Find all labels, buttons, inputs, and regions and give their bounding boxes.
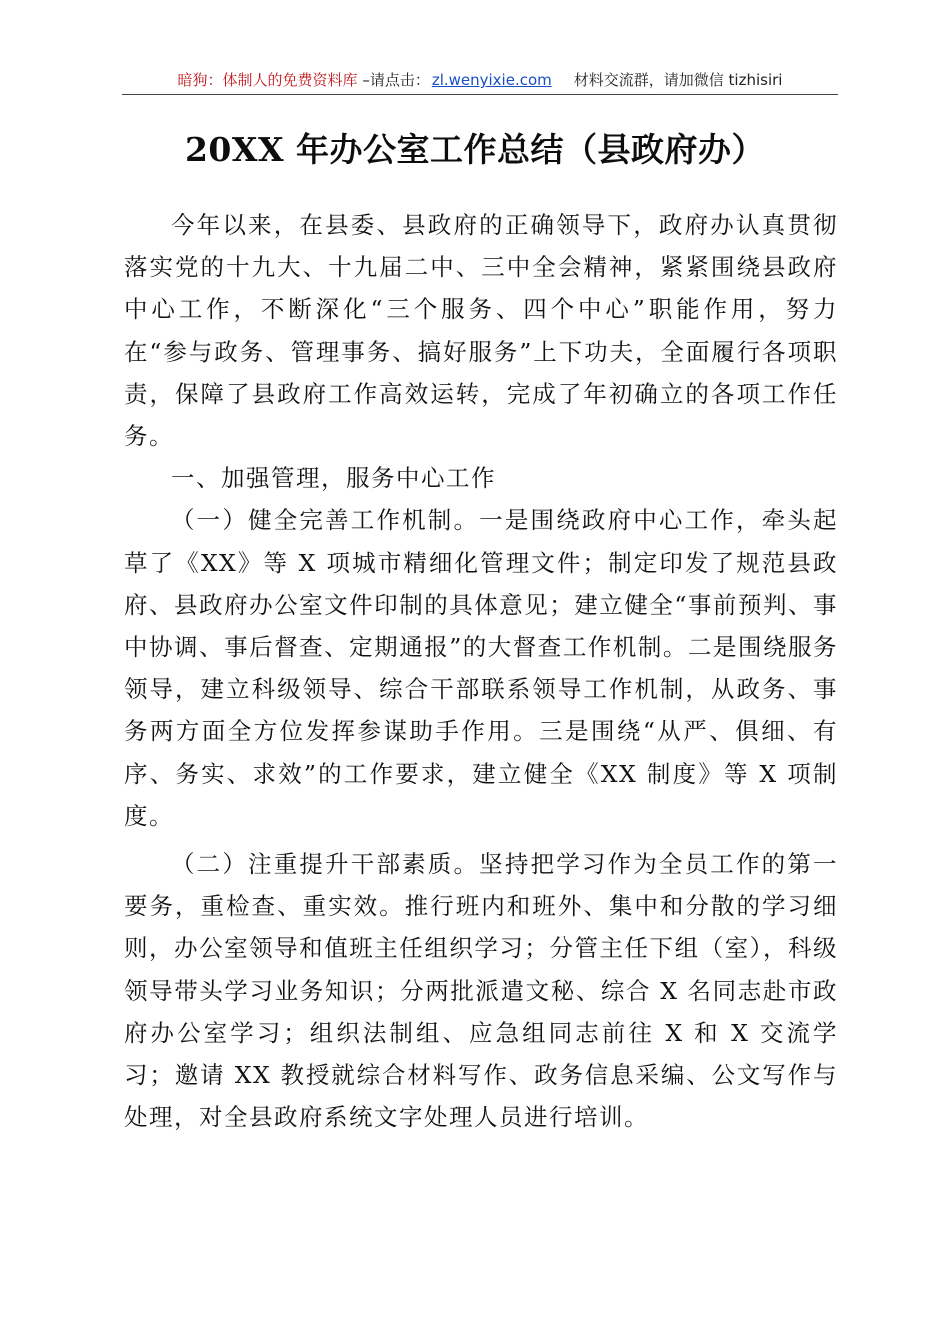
document-body xyxy=(124,204,838,1138)
document-title: 20XX 年办公室工作总结（县政府办） xyxy=(184,130,766,169)
page-header xyxy=(122,70,838,95)
header-click-prompt: –请点击： xyxy=(362,71,430,89)
header-link[interactable]: zl.wenyixie.com xyxy=(431,71,552,89)
paragraph-intro: 今年以来，在县委、县政府的正确领导下，政府办认真贯彻落实党的十九大、十九届二中、三中全会精神，紧紧围绕县政府中心工作，不断深化“三个服务、四个中心”职能作用，努力在“参与政务、管理事务、搞好服务”上下功夫，全面履行各项职责，保障了县政府工作高效运转，完成了年初确立的各项工作任务。 xyxy=(124,211,838,451)
section-heading-1: 一、加强管理，服务中心工作 xyxy=(171,464,496,493)
header-wechat-note: 材料交流群，请加微信 tizhisiri xyxy=(573,71,783,89)
header-site-name: 暗狗：体制人的免费资料库 xyxy=(177,71,363,89)
paragraph-subsection-1: （一）健全完善工作机制。一是围绕政府中心工作，牵头起草了《XX》等 X 项城市精细化管理文件；制定印发了规范县政府、县政府办公室文件印制的具体意见；建立健全“事前预判、事中协调、事后督查、定期通报”的大督查工作机制。二是围绕服务领导，建立科级领导、综合干部联系领导工作机制，从政务、事务两方面全方位发挥参谋助手作用。三是围绕“从严、俱细、有序、务实、求效”的工作要求，建立健全《XX 制度》等 X 项制度。 xyxy=(124,506,838,830)
paragraph-subsection-2: （二）注重提升干部素质。坚持把学习作为全员工作的第一要务，重检查、重实效。推行班内和班外、集中和分散的学习细则，办公室领导和值班主任组织学习；分管主任下组（室），科级领导带头学习业务知识；分两批派遣文秘、综合 X 名同志赴市政府办公室学习；组织法制组、应急组同志前往 X 和 X 交流学习；邀请 XX 教授就综合材料写作、政务信息采编、公文写作与处理，对全县政府系统文字处理人员进行培训。 xyxy=(124,850,838,1132)
